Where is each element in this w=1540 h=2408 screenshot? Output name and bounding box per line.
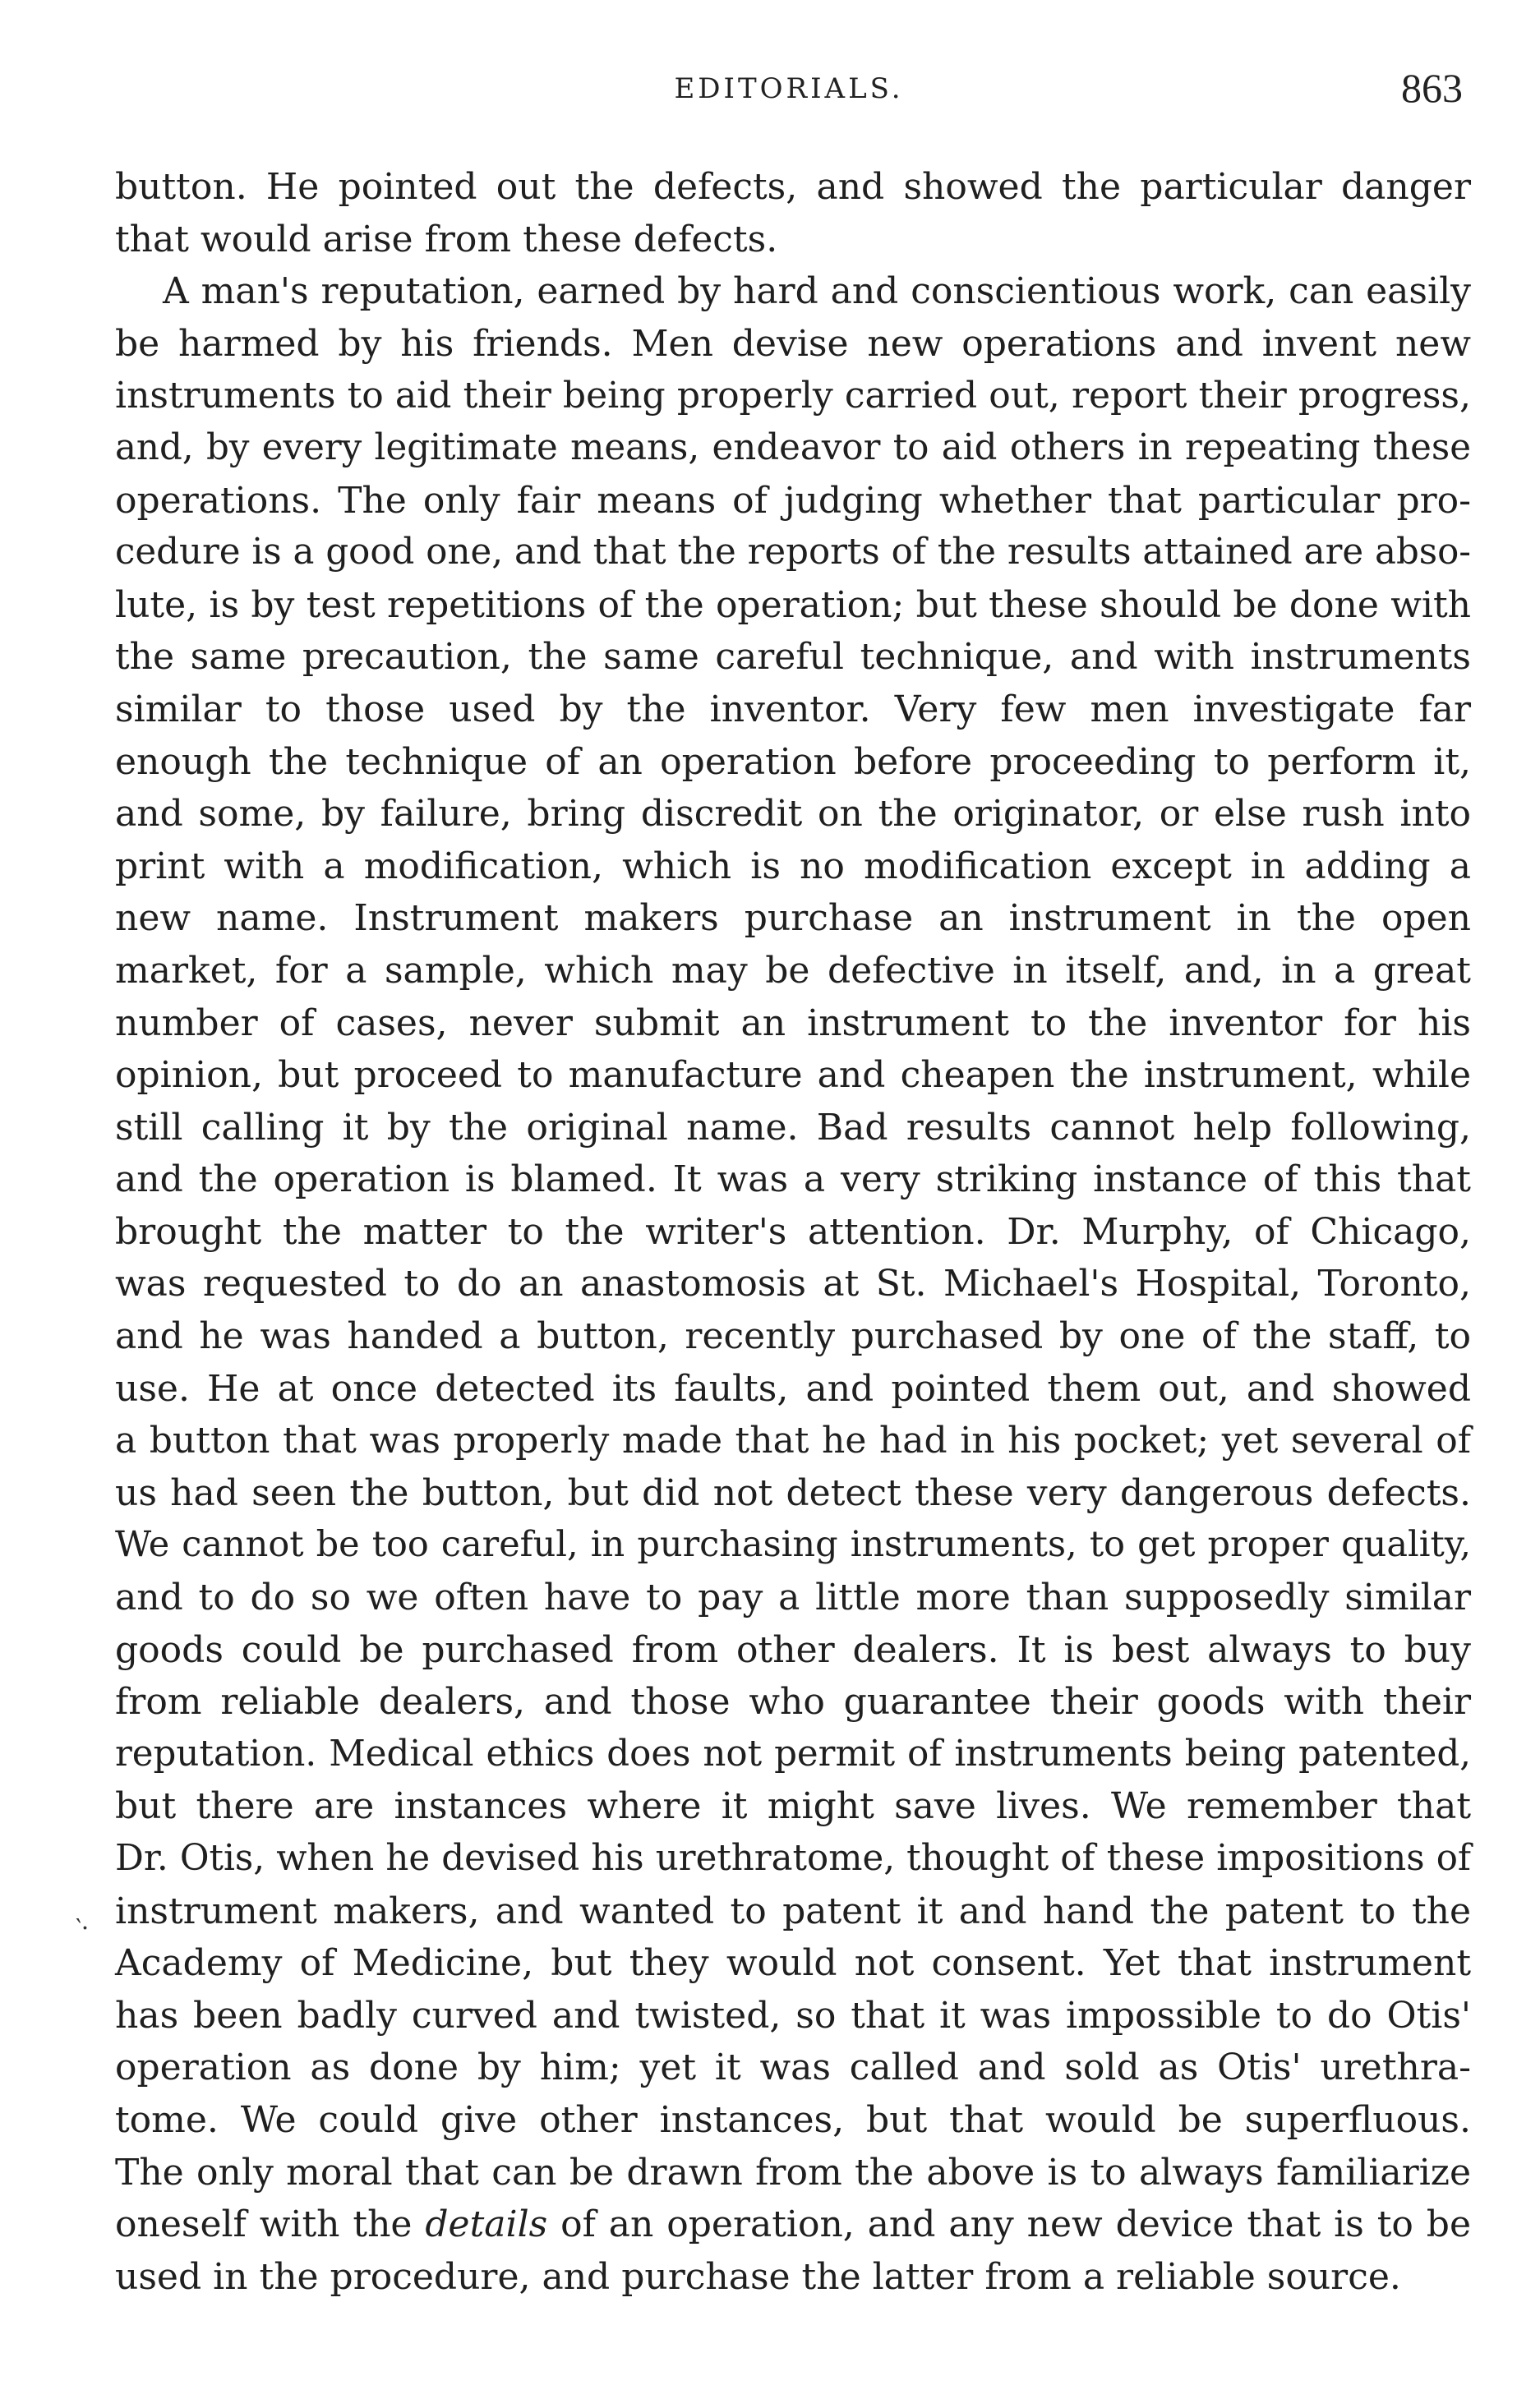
text-line: and the operation is blamed. It was a very striking instance of this that <box>115 1158 1471 1201</box>
text-line: and, by every legitimate means, endeavor to aid others in repeating these <box>115 426 1471 468</box>
emphasis-text: details <box>425 2203 548 2246</box>
text-line: us had seen the button, but did not detect these very dangerous defects. <box>115 1471 1471 1514</box>
text-line: opinion, but proceed to manufacture and cheapen the instrument, while <box>115 1054 1471 1097</box>
text-line: used in the procedure, and purchase the latter from a reliable source. <box>115 2255 1401 2298</box>
text-line: the same precaution, the same careful technique, and with instruments <box>115 636 1471 679</box>
text-line: be harmed by his friends. Men devise new operations and invent new <box>115 322 1471 365</box>
text-line: a button that was properly made that he had in his pocket; yet several of <box>115 1420 1471 1462</box>
text-line: oneself with the details of an operation, and any new device that is to be <box>115 2203 1471 2246</box>
text-line: from reliable dealers, and those who guarantee their goods with their <box>115 1681 1471 1724</box>
text-line: new name. Instrument makers purchase an instrument in the open <box>115 897 1471 940</box>
text-line: that would arise from these defects. <box>115 218 778 260</box>
text-line: tome. We could give other instances, but that would be superfluous. <box>115 2098 1471 2141</box>
text-line: operations. The only fair means of judging whether that particular pro- <box>115 479 1471 522</box>
text-line: use. He at once detected its faults, and pointed them out, and showed <box>115 1367 1471 1410</box>
text-line: A man's reputation, earned by hard and conscientious work, can easily <box>163 270 1471 313</box>
text-line: Academy of Medicine, but they would not consent. Yet that instrument <box>115 1942 1471 1985</box>
text-line: still calling it by the original name. Bad results cannot help following, <box>115 1106 1471 1149</box>
text-line: was requested to do an anastomosis at St. Michael's Hospital, Toronto, <box>115 1263 1471 1305</box>
body-text <box>115 161 1471 2303</box>
text-line: print with a modification, which is no modification except in adding a <box>115 845 1471 887</box>
text-line: instruments to aid their being properly carried out, report their progress, <box>115 375 1471 417</box>
text-line: goods could be purchased from other dealers. It is best always to buy <box>115 1628 1471 1671</box>
text-line: brought the matter to the writer's attention. Dr. Murphy, of Chicago, <box>115 1210 1471 1253</box>
text-line: similar to those used by the inventor. Very few men investigate far <box>115 688 1471 730</box>
page-header <box>115 64 1463 130</box>
text-line: has been badly curved and twisted, so that it was impossible to do Otis' <box>115 1994 1471 2037</box>
text-line: reputation. Medical ethics does not permit of instruments being patented, <box>115 1733 1471 1775</box>
text-line: instrument makers, and wanted to patent it and hand the patent to the <box>115 1890 1471 1932</box>
text-line: cedure is a good one, and that the reports of the results attained are abso- <box>115 532 1471 573</box>
running-head: EDITORIALS. <box>674 72 904 105</box>
text-line: number of cases, never submit an instrument to the inventor for his <box>115 1001 1471 1044</box>
text-line: The only moral that can be drawn from the above is to always familiarize <box>115 2151 1471 2194</box>
text-line: We cannot be too careful, in purchasing instruments, to get proper quality, <box>115 1524 1471 1566</box>
text-line: market, for a sample, which may be defective in itself, and, in a great <box>115 949 1471 992</box>
text-line: operation as done by him; yet it was called and sold as Otis' urethra- <box>115 2047 1471 2089</box>
margin-mark: ‵· <box>76 1914 90 1943</box>
text-line: button. He pointed out the defects, and showed the particular danger <box>115 166 1471 208</box>
text-line: and to do so we often have to pay a little more than supposedly similar <box>115 1577 1471 1619</box>
text-line: Dr. Otis, when he devised his urethratome, thought of these impositions of <box>115 1838 1471 1879</box>
text-line: and he was handed a button, recently purchased by one of the staff, to <box>115 1315 1471 1358</box>
page-number: 863 <box>1401 65 1463 111</box>
text-line: and some, by failure, bring discredit on the originator, or else rush into <box>115 793 1471 836</box>
text-line: lute, is by test repetitions of the operation; but these should be done with <box>115 583 1471 626</box>
text-line: but there are instances where it might save lives. We remember that <box>115 1785 1471 1828</box>
text-line: enough the technique of an operation before proceeding to perform it, <box>115 740 1471 783</box>
